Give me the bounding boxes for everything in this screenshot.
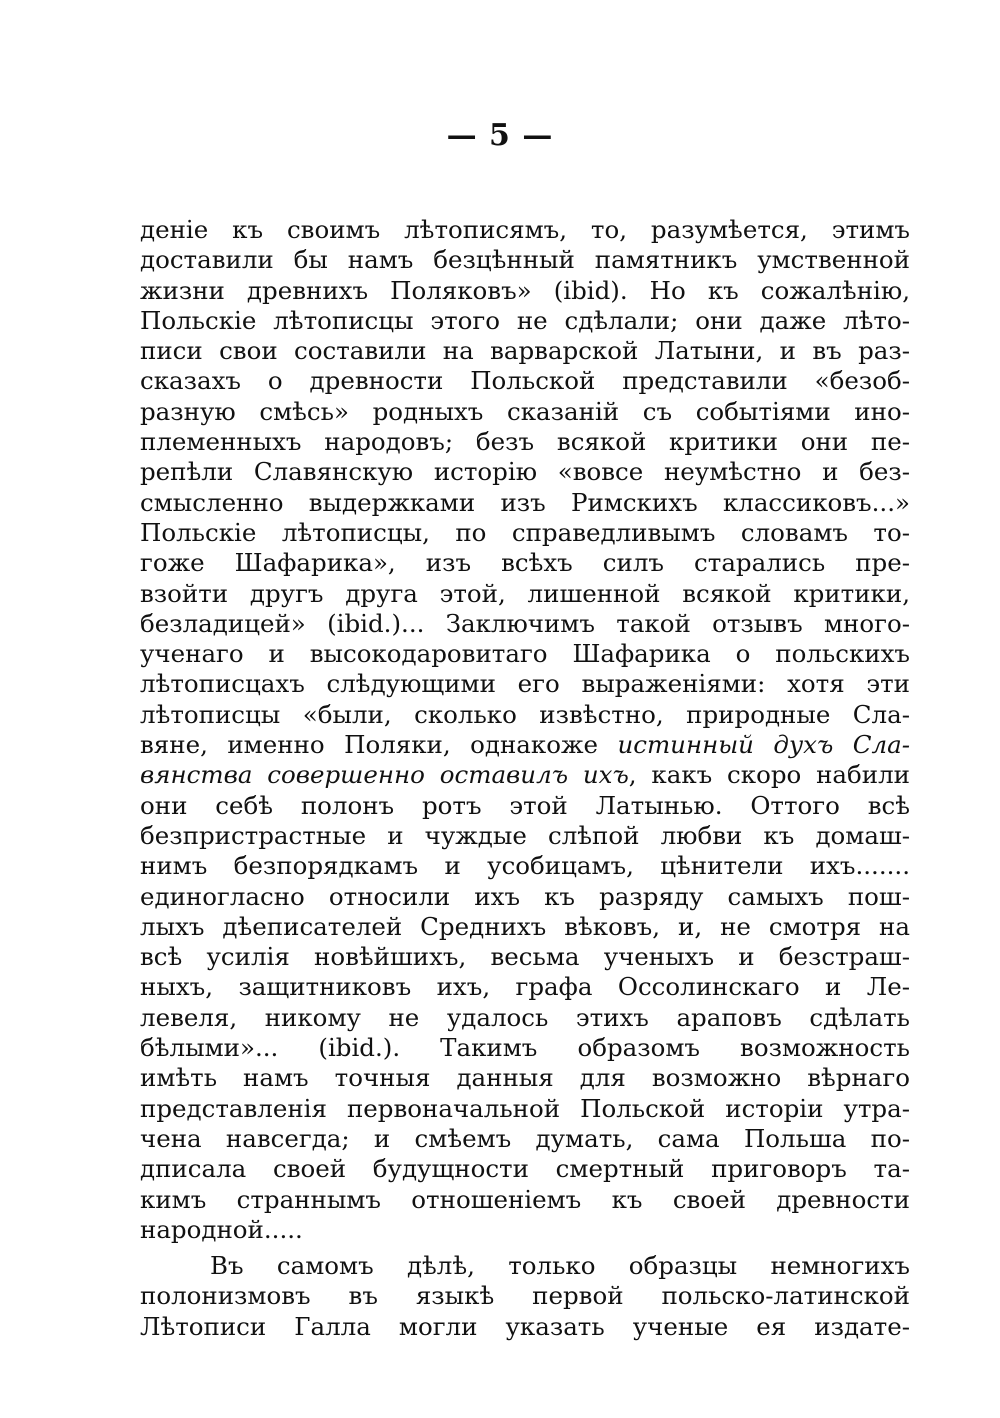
text-line-7: разную смѣсь» родныхъ сказаній съ событіями ино- [140, 396, 910, 426]
text-line-18 [140, 730, 910, 760]
text-line-19-italic: вянства совершенно оставилъ ихъ [140, 760, 629, 790]
text-line-6: сказахъ о древности Польской представили «безоб- [140, 366, 910, 396]
body-text [140, 215, 910, 1342]
text-line-29: имѣть намъ точныя данныя для возможно вѣрнаго [140, 1063, 910, 1093]
text-line-34: народной..... [140, 1214, 303, 1244]
text-line-22: нимъ безпорядкамъ и усобицамъ, цѣнители ихъ....... [140, 851, 910, 881]
text-line-18-italic: истинный духъ Сла- [617, 730, 910, 760]
text-line-19-regular: , какъ скоро набили [628, 760, 910, 790]
text-line-37: Лѣтописи Галла могли указать ученые ея издате- [140, 1311, 910, 1341]
text-line-27: левеля, никому не удалось этихъ араповъ сдѣлать [140, 1002, 910, 1032]
text-line-1: деніе къ своимъ лѣтописямъ, то, разумѣется, этимъ [140, 215, 910, 244]
text-line-17: лѣтописцы «были, сколько извѣстно, природные Сла- [140, 699, 910, 729]
text-line-19 [140, 760, 910, 790]
text-line-9: репѣли Славянскую исторію «вовсе неумѣстно и без- [140, 457, 910, 487]
text-line-18-regular: вяне, именно Поляки, однакоже [140, 730, 618, 760]
text-line-4: Польскіе лѣтописцы этого не сдѣлали; они даже лѣто- [140, 305, 910, 335]
text-line-16: лѣтописцахъ слѣдующими его выраженіями: хотя эти [140, 669, 910, 699]
text-line-2: доставили бы намъ безцѣнный памятникъ умственной [140, 245, 910, 275]
text-line-25: всѣ усилія новѣйшихъ, весьма ученыхъ и безстраш- [140, 942, 910, 972]
text-line-35: Въ самомъ дѣлѣ, только образцы немногихъ [210, 1251, 910, 1281]
text-line-20: они себѣ полонъ ротъ этой Латынью. Оттого всѣ [140, 790, 910, 820]
text-line-33: кимъ страннымъ отношеніемъ къ своей древности [140, 1184, 910, 1214]
text-line-24: лыхъ дѣеписателей Среднихъ вѣковъ, и, не смотря на [140, 911, 910, 941]
text-line-23: единогласно относили ихъ къ разряду самыхъ пош- [140, 881, 910, 911]
text-line-21: безпристрастные и чуждые слѣпой любви къ домаш- [140, 820, 910, 850]
text-line-3: жизни древнихъ Поляковъ» (ibid). Но къ сожалѣнію, [140, 275, 910, 305]
text-line-15: ученаго и высокодаровитаго Шафарика о польскихъ [140, 639, 910, 669]
text-line-12: гоже Шафарика», изъ всѣхъ силъ старались пре- [140, 548, 910, 578]
text-line-30: представленія первоначальной Польской исторіи утра- [140, 1093, 910, 1123]
text-line-10: смысленно выдержками изъ Римскихъ классиковъ...» [140, 487, 910, 517]
text-line-5: писи свои составили на варварской Латыни, и въ раз- [140, 336, 910, 366]
text-line-36: полонизмовъ въ языкѣ первой польско-латинской [140, 1281, 910, 1311]
text-line-26: ныхъ, защитниковъ ихъ, графа Оссолинскаго и Ле- [140, 972, 910, 1002]
text-line-28: бѣлыми»... (ibid.). Такимъ образомъ возможность [140, 1033, 910, 1063]
text-line-14: безладицей» (ibid.)... Заключимъ такой отзывъ много- [140, 608, 910, 638]
text-line-11: Польскіе лѣтописцы, по справедливымъ словамъ то- [140, 517, 910, 547]
page-number: — 5 — [446, 118, 554, 153]
text-line-32: дписала своей будущности смертный приговоръ та- [140, 1154, 910, 1184]
text-line-31: чена навсегда; и смѣемъ думать, сама Польша по- [140, 1123, 910, 1153]
text-line-8: племенныхъ народовъ; безъ всякой критики они пе- [140, 427, 910, 457]
text-line-13: взойти другъ друга этой, лишенной всякой критики, [140, 578, 910, 608]
